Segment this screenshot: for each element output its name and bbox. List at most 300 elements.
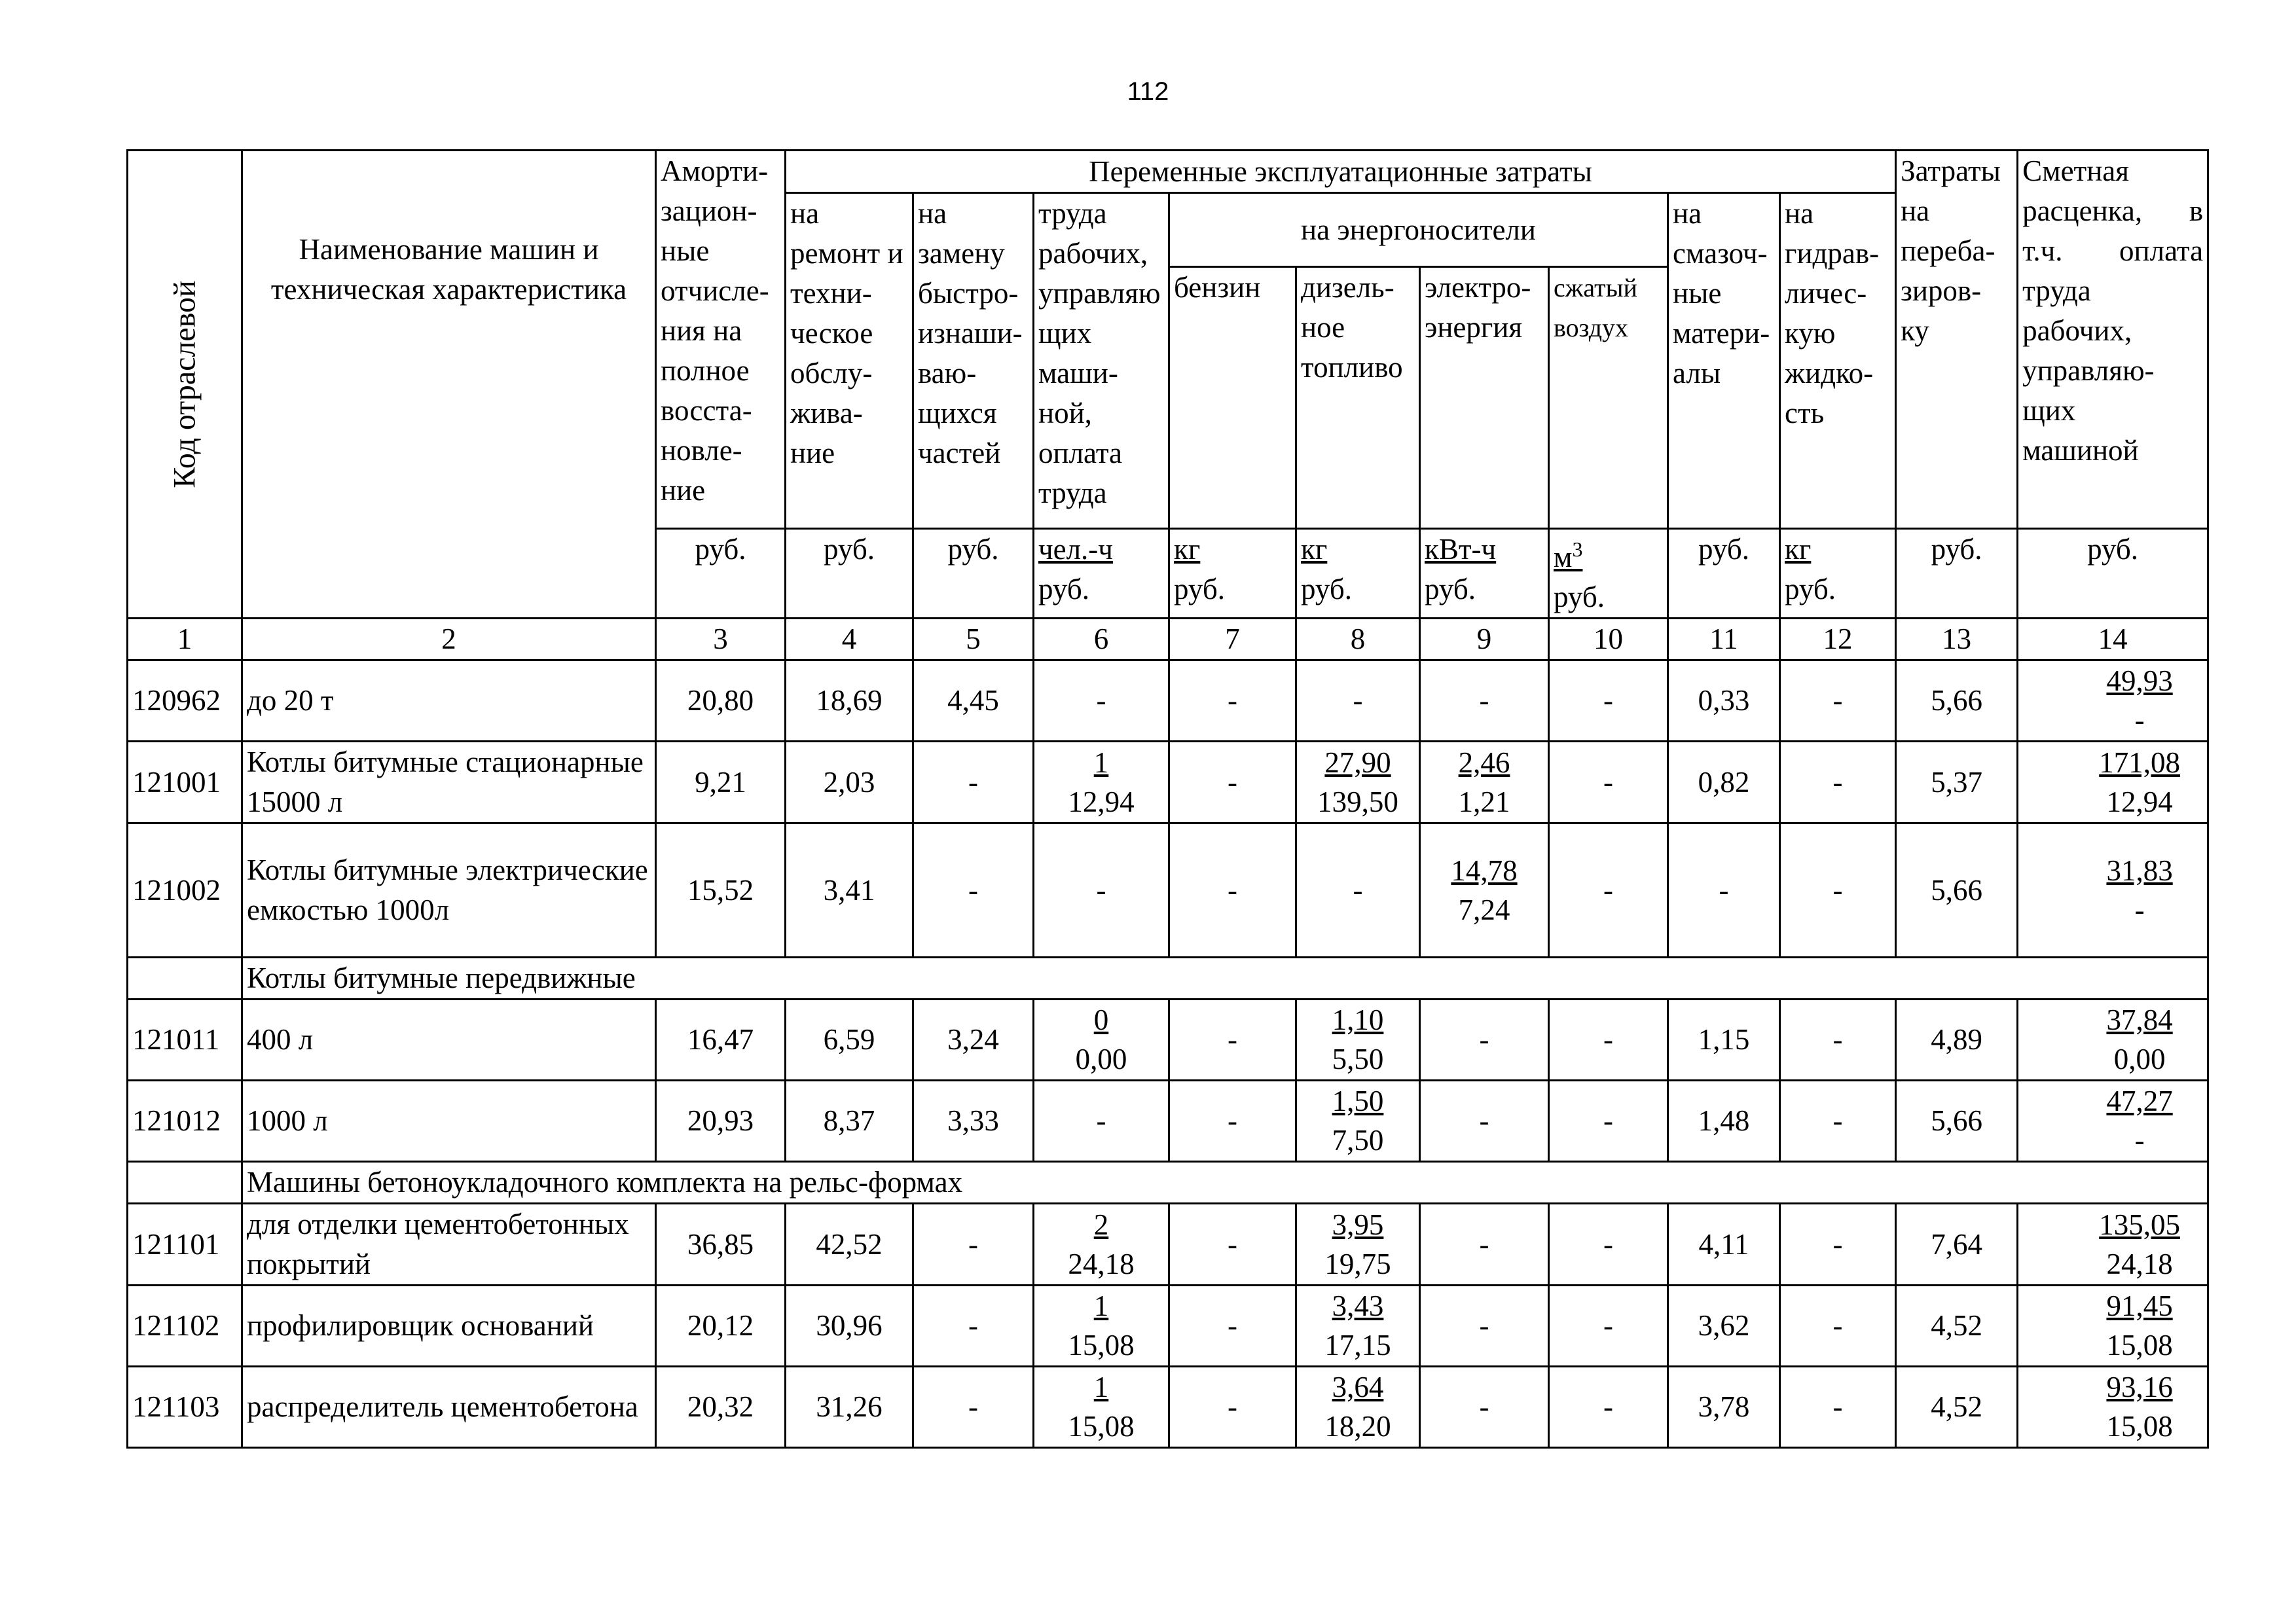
cell-diesel	[1296, 1081, 1420, 1162]
header-line: ваю-	[918, 357, 977, 389]
fraction-top: -	[1353, 684, 1363, 717]
fraction-bottom: 5,50	[1332, 1043, 1384, 1075]
unit-top: чел.-ч	[1038, 533, 1113, 566]
header-line: ку	[1901, 314, 1929, 347]
cell-c3: 36,85	[656, 1204, 786, 1286]
fraction	[1076, 1000, 1127, 1079]
fraction-top: 1,50	[1332, 1085, 1384, 1117]
cell-petrol: -	[1169, 823, 1296, 958]
header-line: переба-	[1901, 234, 1995, 267]
cell-labor	[1034, 1000, 1169, 1081]
fraction-top: 91,45	[2106, 1290, 2173, 1322]
cell-c3: 15,52	[656, 823, 786, 958]
cell-c12: -	[1780, 1081, 1896, 1162]
cell-labor	[1034, 1286, 1169, 1367]
unit-amortization	[656, 529, 786, 619]
machine-code: 120962	[128, 660, 242, 742]
unit-bottom: руб.	[1301, 573, 1352, 605]
cell-c12: -	[1780, 1286, 1896, 1367]
header-line: топливо	[1301, 351, 1403, 384]
cell-c10: -	[1549, 823, 1668, 958]
cell-c10: -	[1549, 742, 1668, 823]
cell-c12: -	[1780, 1204, 1896, 1286]
cell-labor	[1034, 660, 1169, 742]
unit-top: кг	[1174, 533, 1201, 566]
cell-diesel	[1296, 1000, 1420, 1081]
header-line: расценка, в	[2022, 194, 2204, 227]
header-transfer	[1896, 151, 2018, 529]
header-line: ческое	[790, 317, 873, 350]
column-number: 4	[786, 619, 913, 660]
cell-c4: 18,69	[786, 660, 913, 742]
machine-name: для отделки цементобетонных покрытий	[242, 1204, 656, 1286]
unit-labor	[1034, 529, 1169, 619]
fraction-bottom: 15,08	[1068, 1329, 1135, 1362]
header-line: рабочих,	[2022, 314, 2132, 347]
cell-electric	[1420, 1000, 1549, 1081]
header-line: на	[1785, 197, 1814, 230]
header-line: машиной	[2022, 434, 2139, 467]
cell-c12: -	[1780, 1000, 1896, 1081]
fraction	[1480, 681, 1489, 720]
fraction-top: -	[1096, 1104, 1106, 1137]
header-line: зацион-	[661, 194, 757, 227]
column-number: 2	[242, 619, 656, 660]
header-line: дизель-	[1301, 271, 1394, 304]
cell-diesel	[1296, 660, 1420, 742]
cell-diesel	[1296, 1286, 1420, 1367]
fraction-top: 37,84	[2106, 1003, 2173, 1036]
table-row	[128, 1367, 2208, 1448]
header-line: на	[790, 197, 820, 230]
fraction	[1068, 1367, 1134, 1446]
fraction	[1451, 851, 1517, 929]
column-numbers-row	[128, 619, 2208, 660]
cell-c13: 5,66	[1896, 1081, 2018, 1162]
cell-c4: 30,96	[786, 1286, 913, 1367]
header-line: ние	[661, 474, 706, 507]
column-number: 11	[1668, 619, 1780, 660]
fraction-bottom: 24,18	[2106, 1247, 2173, 1280]
header-line: оплата	[1038, 437, 1123, 469]
header-line: замену	[918, 237, 1005, 270]
header-line: на	[918, 197, 947, 230]
machine-name: Котлы битумные стационарные 15000 л	[242, 742, 656, 823]
fraction-top: 3,64	[1332, 1371, 1384, 1403]
cell-c11: 0,82	[1668, 742, 1780, 823]
cell-c11: 3,62	[1668, 1286, 1780, 1367]
cell-c10: -	[1549, 1081, 1668, 1162]
unit-hydraulic	[1780, 529, 1896, 619]
fraction-bottom: 12,94	[2106, 785, 2173, 818]
cell-c12: -	[1780, 823, 1896, 958]
column-number: 12	[1780, 619, 1896, 660]
machine-code: 121011	[128, 1000, 242, 1081]
cell-c5: 3,24	[913, 1000, 1034, 1081]
unit-top: кг	[1785, 533, 1812, 566]
fraction-top: -	[1479, 1104, 1489, 1137]
header-line: ные	[661, 234, 710, 267]
fraction-top: 3,43	[1332, 1290, 1384, 1322]
header-line: техни-	[790, 277, 872, 310]
unit-diesel	[1296, 529, 1420, 619]
table-row	[128, 1204, 2208, 1286]
fraction	[1097, 1101, 1106, 1140]
cell-c13: 7,64	[1896, 1204, 2018, 1286]
fraction-top: -	[1479, 1023, 1489, 1056]
fraction-top: 1	[1093, 746, 1109, 779]
header-line: гидрав-	[1785, 237, 1880, 270]
fraction	[1480, 1020, 1489, 1059]
cell-c5: -	[913, 823, 1034, 958]
header-line: полное	[661, 354, 750, 387]
group-title: Котлы битумные передвижные	[242, 958, 2208, 1000]
fraction	[1480, 1306, 1489, 1345]
cell-petrol: -	[1169, 742, 1296, 823]
cell-c11: 1,15	[1668, 1000, 1780, 1081]
header-line: ное	[1301, 311, 1345, 344]
header-line: кую	[1785, 317, 1836, 350]
cell-c3: 20,80	[656, 660, 786, 742]
header-line: Сметная	[2022, 154, 2129, 187]
table-row	[128, 1000, 2208, 1081]
cell-estimate	[2018, 1204, 2208, 1286]
cell-diesel	[1296, 1367, 1420, 1448]
unit-air	[1549, 529, 1668, 619]
fraction-bottom: -	[2134, 893, 2145, 926]
unit-top: кг	[1301, 533, 1328, 566]
fraction-top: 2	[1093, 1208, 1109, 1241]
cell-electric	[1420, 823, 1549, 958]
column-number: 8	[1296, 619, 1420, 660]
cell-petrol: -	[1169, 1081, 1296, 1162]
cell-c13: 5,66	[1896, 660, 2018, 742]
cell-c5: -	[913, 1204, 1034, 1286]
cell-electric	[1420, 1204, 1549, 1286]
header-line: маши-	[1038, 357, 1118, 389]
fraction-top: 3,95	[1332, 1208, 1384, 1241]
cell-c12: -	[1780, 660, 1896, 742]
fraction	[2090, 1205, 2189, 1284]
header-line: личес-	[1785, 277, 1867, 310]
fraction	[1353, 871, 1363, 910]
header-name	[242, 151, 656, 619]
column-number: 6	[1034, 619, 1169, 660]
header-line: управляю	[1038, 277, 1161, 310]
header-name-text: Наименование машин и техническая характеристика	[270, 233, 627, 306]
cell-c5: -	[913, 1367, 1034, 1448]
fraction	[1324, 1286, 1391, 1365]
header-line: жива-	[790, 397, 863, 429]
cell-c5: 3,33	[913, 1081, 1034, 1162]
fraction-top: 93,16	[2106, 1371, 2173, 1403]
fraction	[2090, 743, 2189, 821]
header-line: труда	[1038, 477, 1107, 509]
header-petrol: бензин	[1169, 267, 1296, 529]
header-line: обслу-	[790, 357, 873, 389]
fraction-bottom: 1,21	[1458, 785, 1510, 818]
header-line: труда	[1038, 197, 1107, 230]
header-row-1	[128, 151, 2208, 193]
fraction-top: -	[1479, 684, 1489, 717]
fraction-top: 135,05	[2099, 1208, 2180, 1241]
cell-labor	[1034, 1081, 1169, 1162]
header-line: труда	[2022, 274, 2091, 307]
header-line: восста-	[661, 394, 752, 427]
table-row	[128, 823, 2208, 958]
cell-c11: 4,11	[1668, 1204, 1780, 1286]
fraction-bottom: 15,08	[2106, 1410, 2173, 1443]
column-number: 10	[1549, 619, 1668, 660]
header-diesel	[1296, 267, 1420, 529]
fraction-top: 31,83	[2106, 854, 2173, 887]
column-number: 13	[1896, 619, 2018, 660]
fraction-bottom: 0,00	[1075, 1043, 1127, 1075]
header-estimate	[2018, 151, 2208, 529]
cell-labor	[1034, 1204, 1169, 1286]
fraction-top: 1,10	[1332, 1003, 1384, 1036]
cell-estimate	[2018, 1081, 2208, 1162]
cell-c10: -	[1549, 1000, 1668, 1081]
fraction-top: 49,93	[2106, 664, 2173, 697]
unit-sup: 3	[1572, 537, 1583, 561]
fraction	[1324, 1367, 1391, 1446]
fraction	[1068, 1286, 1134, 1365]
header-line: матери-	[1673, 317, 1770, 350]
cell-petrol: -	[1169, 1367, 1296, 1448]
unit-bottom: руб.	[1038, 573, 1089, 605]
header-replace	[913, 193, 1034, 529]
unit-replace	[913, 529, 1034, 619]
header-line: управляю-	[2022, 354, 2155, 387]
machine-code: 121002	[128, 823, 242, 958]
header-variable-costs: Переменные эксплуатационные затраты	[786, 151, 1896, 193]
cell-estimate	[2018, 1286, 2208, 1367]
cell-electric	[1420, 1367, 1549, 1448]
machine-code: 121103	[128, 1367, 242, 1448]
machine-code: 121012	[128, 1081, 242, 1162]
fraction	[2090, 1286, 2189, 1365]
unit-label: руб.	[695, 533, 746, 566]
machine-name: до 20 т	[242, 660, 656, 742]
header-labor	[1034, 193, 1169, 529]
fraction-top: 1	[1093, 1290, 1109, 1322]
fraction	[2090, 1081, 2189, 1160]
unit-label: руб.	[947, 533, 999, 566]
unit-label: руб.	[824, 533, 875, 566]
fraction-top: 0	[1093, 1003, 1109, 1036]
unit-top: кВт-ч	[1425, 533, 1497, 566]
unit-bottom: руб.	[1174, 573, 1225, 605]
group-code-cell	[128, 958, 242, 1000]
header-amortization	[656, 151, 786, 529]
group-title: Машины бетоноукладочного комплекта на рельс-формах	[242, 1162, 2208, 1204]
cell-petrol: -	[1169, 1000, 1296, 1081]
cell-petrol: -	[1169, 1204, 1296, 1286]
header-line: сть	[1785, 397, 1825, 429]
cell-diesel	[1296, 742, 1420, 823]
fraction-bottom: 7,50	[1332, 1124, 1384, 1157]
header-line: ремонт и	[790, 237, 903, 270]
unit-repair	[786, 529, 913, 619]
unit-transfer	[1896, 529, 2018, 619]
cell-c3: 9,21	[656, 742, 786, 823]
cell-estimate	[2018, 1000, 2208, 1081]
machine-name: 400 л	[242, 1000, 656, 1081]
unit-bottom: руб.	[1425, 573, 1476, 605]
unit-estimate	[2018, 529, 2208, 619]
column-number: 9	[1420, 619, 1549, 660]
fraction-bottom: 7,24	[1458, 893, 1510, 926]
cell-c5: -	[913, 742, 1034, 823]
header-repair	[786, 193, 913, 529]
fraction	[1459, 743, 1510, 821]
header-line: отчисле-	[661, 274, 769, 307]
fraction	[1317, 743, 1398, 821]
cell-c5: 4,45	[913, 660, 1034, 742]
fraction	[1068, 743, 1134, 821]
header-line: электро-	[1425, 271, 1531, 304]
header-electric	[1420, 267, 1549, 529]
fraction-bottom: 17,15	[1324, 1329, 1391, 1362]
header-line: быстро-	[918, 277, 1019, 310]
cell-estimate	[2018, 1367, 2208, 1448]
unit-bottom: руб.	[1785, 573, 1836, 605]
fraction-top: -	[1096, 873, 1106, 907]
header-line: щихся	[918, 397, 997, 429]
fraction-top: 47,27	[2106, 1085, 2173, 1117]
fraction-top: 171,08	[2099, 746, 2180, 779]
cell-electric	[1420, 660, 1549, 742]
cell-c10: -	[1549, 1286, 1668, 1367]
cell-estimate	[2018, 823, 2208, 958]
fraction-bottom: 19,75	[1324, 1247, 1391, 1280]
header-line: изнаши-	[918, 317, 1023, 350]
cell-c3: 20,12	[656, 1286, 786, 1367]
cell-c3: 16,47	[656, 1000, 786, 1081]
fraction-top: 27,90	[1324, 746, 1391, 779]
cell-c13: 5,66	[1896, 823, 2018, 958]
fraction-top: -	[1353, 873, 1363, 907]
cell-c13: 5,37	[1896, 742, 2018, 823]
header-hydraulic	[1780, 193, 1896, 529]
column-number: 1	[128, 619, 242, 660]
fraction-bottom: 15,08	[2106, 1329, 2173, 1362]
machine-cost-table	[126, 149, 2209, 1449]
fraction	[1332, 1000, 1384, 1079]
fraction	[2090, 1000, 2189, 1079]
header-line: энергия	[1425, 311, 1523, 344]
header-line: щих	[1038, 317, 1092, 350]
fraction-top: -	[1479, 1390, 1489, 1423]
machine-name: Котлы битумные электрические емкостью 1000л	[242, 823, 656, 958]
fraction	[1097, 681, 1106, 720]
cell-c4: 42,52	[786, 1204, 913, 1286]
unit-label: руб.	[2087, 533, 2139, 566]
cell-estimate	[2018, 660, 2208, 742]
fraction	[1480, 1387, 1489, 1426]
unit-top: $м^3$	[1554, 537, 1583, 573]
cell-diesel	[1296, 823, 1420, 958]
header-line: алы	[1673, 357, 1721, 389]
header-line: ния на	[661, 314, 742, 347]
fraction	[1332, 1081, 1384, 1160]
cell-c4: 2,03	[786, 742, 913, 823]
table-row	[128, 742, 2208, 823]
machine-name: профилировщик оснований	[242, 1286, 656, 1367]
group-row	[128, 1162, 2208, 1204]
cell-labor	[1034, 742, 1169, 823]
unit-petrol	[1169, 529, 1296, 619]
fraction-top: 2,46	[1458, 746, 1510, 779]
fraction-top: -	[1479, 1309, 1489, 1342]
table-row	[128, 1081, 2208, 1162]
fraction-top: 1	[1093, 1371, 1109, 1403]
header-line: ной,	[1038, 397, 1092, 429]
machine-code: 121102	[128, 1286, 242, 1367]
header-line: жидко-	[1785, 357, 1874, 389]
cell-estimate	[2018, 742, 2208, 823]
machine-code: 121101	[128, 1204, 242, 1286]
fraction	[1353, 681, 1363, 720]
fraction-top: -	[1096, 684, 1106, 717]
column-number: 5	[913, 619, 1034, 660]
column-number: 3	[656, 619, 786, 660]
header-line: на	[1901, 194, 1930, 227]
header-line: новле-	[661, 434, 742, 467]
header-line: на	[1673, 197, 1702, 230]
cell-c11: 0,33	[1668, 660, 1780, 742]
cell-electric	[1420, 1286, 1549, 1367]
cell-c12: -	[1780, 1367, 1896, 1448]
fraction-bottom: -	[2134, 1124, 2145, 1157]
cell-c11: 1,48	[1668, 1081, 1780, 1162]
header-line: т.ч. оплата	[2022, 234, 2204, 267]
fraction-top: 14,78	[1451, 854, 1518, 887]
fraction	[2090, 851, 2189, 929]
cell-c5: -	[913, 1286, 1034, 1367]
cell-electric	[1420, 1081, 1549, 1162]
machine-name: распределитель цементобетона	[242, 1367, 656, 1448]
fraction	[1097, 871, 1106, 910]
unit-electric	[1420, 529, 1549, 619]
fraction-bottom: 24,18	[1068, 1247, 1135, 1280]
fraction-bottom: 139,50	[1317, 785, 1398, 818]
header-line: рабочих,	[1038, 237, 1148, 270]
cell-labor	[1034, 823, 1169, 958]
header-line: Затраты	[1901, 154, 2001, 187]
cell-c10: -	[1549, 1367, 1668, 1448]
fraction-bottom: -	[2134, 704, 2145, 736]
header-line: сжатый	[1554, 273, 1637, 302]
fraction	[2090, 661, 2189, 740]
fraction	[1480, 1225, 1489, 1264]
fraction-top: -	[1479, 1227, 1489, 1261]
header-line: смазоч-	[1673, 237, 1768, 270]
cell-c12: -	[1780, 742, 1896, 823]
table-row	[128, 1286, 2208, 1367]
header-line: ные	[1673, 277, 1722, 310]
cell-c4: 3,41	[786, 823, 913, 958]
machine-name: 1000 л	[242, 1081, 656, 1162]
cell-labor	[1034, 1367, 1169, 1448]
header-air	[1549, 267, 1668, 529]
fraction	[2090, 1367, 2189, 1446]
header-energy: на энергоносители	[1169, 193, 1668, 267]
cell-c11: 3,78	[1668, 1367, 1780, 1448]
fraction-bottom: 15,08	[1068, 1410, 1135, 1443]
fraction-bottom: 12,94	[1068, 785, 1135, 818]
